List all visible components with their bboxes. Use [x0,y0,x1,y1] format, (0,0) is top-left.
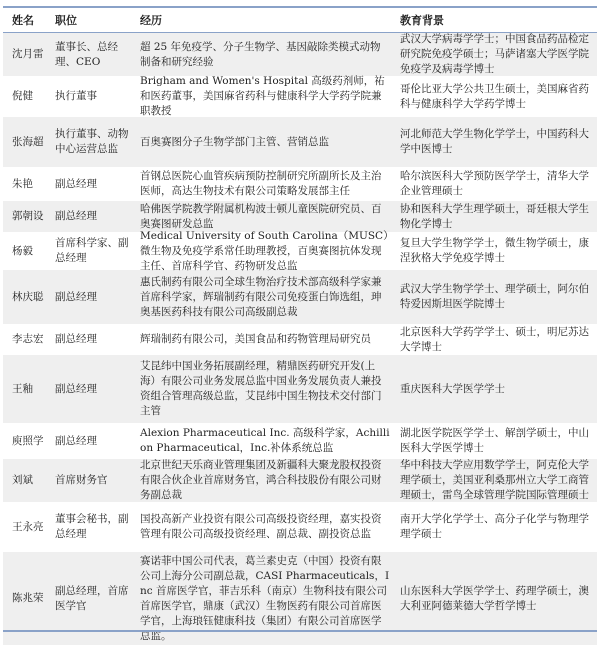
cell-title: 副总经理 [55,434,97,447]
cell-title: 董事会秘书，副总经理 [55,513,129,540]
cell-experience: 超 25 年免疫学、分子生物学、基因敲除类模式动物制备和研究经验 [140,40,381,68]
cell-title: 首席科学家、副总经理 [55,237,129,264]
cell-name: 杨毅 [12,244,33,257]
cell-experience: 国投高新产业投资有限公司高级投资经理，嘉实投资管理有限公司高级投资经理、副总裁、副投资总监 [140,513,382,540]
table-row [3,33,597,77]
cell-education: 复旦大学生物学学士，微生物学硕士，康涅狄格大学免疫学博士 [400,237,589,264]
table-row [3,424,597,459]
cell-experience: 百奥赛图分子生物学部门主管、营销总监 [140,135,329,148]
table-row [3,503,597,552]
cell-education: 山东医科大学医学学士、药理学硕士，澳大利亚阿德莱德大学哲学博士 [400,584,589,612]
cell-education: 协和医科大学生理学硕士，哥廷根大学生物化学博士 [400,202,589,230]
cell-name: 倪健 [12,90,33,102]
cell-experience: 赛诺菲中国公司代表，葛兰素史克（中国）投资有限公司上海分公司副总裁，CASI Pharmaceuticals，Inc 首席医学官，菲吉乐科（南京）生物科技有限公司首席医学官，鼎康（武汉）生物医药有限公司首席医学官，上海琅钰健康科技（集团）有限公司首席医学总监。 [140,554,390,642]
cell-name: 李志宏 [12,333,44,345]
cell-education: 重庆医科大学医学学士 [400,382,505,395]
header-name: 姓名 [12,14,34,27]
cell-title: 执行董事 [55,90,97,102]
cell-experience: 辉瑞制药有限公司，美国食品和药物管理局研究员 [140,333,371,345]
cell-name: 庾照学 [12,434,44,447]
cell-title: 副总经理 [55,382,97,395]
cell-title: 副总经理 [55,290,97,303]
cell-experience: 哈佛医学院教学附属机构波士顿儿童医院研究员、百奥赛图研发总监 [140,202,382,230]
cell-title: 副总经理，首席医学官 [55,584,129,612]
cell-experience: 首钢总医院心血管疾病预防控制研究所副所长及主治医师，高达生物技术有限公司策略发展部主任 [140,170,382,197]
cell-experience: Brigham and Women's Hospital 高级药剂师，祐和医药董事，美国麻省药科与健康科学大学药学院兼职教授 [140,75,385,117]
cell-name: 朱艳 [12,177,33,190]
cell-education: 湖北医学院医学学士、解剖学硕士，中山医科大学医学博士 [400,427,589,454]
cell-name: 刘斌 [12,474,33,486]
executive-table [3,6,597,646]
cell-name: 沈月雷 [12,48,44,60]
cell-experience: 北京世纪天乐商业管理集团及新疆科大聚龙股权投资有限合伙企业首席财务官，鸿合科技股份有限公司财务副总裁 [140,459,382,501]
cell-education: 南开大学化学学士、高分子化学与物理学理学硕士 [400,513,589,540]
table-row [3,270,597,325]
cell-title: 执行董事、动物中心运营总监 [55,128,129,155]
cell-title: 副总经理 [55,333,97,345]
cell-experience: Medical University of South Carolina（MUSC）微生物及免疫学系常任助理教授，百奥赛图抗体发现主任、首席科学官、药物研发总监 [140,229,389,272]
cell-name: 郭朝设 [12,210,44,222]
cell-experience: 惠氏制药有限公司全球生物治疗技术部高级科学家兼首席科学家，辉瑞制药有限公司免疫蛋白饰选组，珅奥基医药科技有限公司高级副总裁 [140,275,382,318]
table-row [3,77,597,117]
table-row [3,355,597,424]
header-experience: 经历 [140,14,162,27]
table-row [3,168,597,201]
table-bottom-rule [3,630,597,632]
table-row [3,325,597,355]
table-row [3,229,597,272]
cell-education: 河北师范大学生物化学学士，中国药科大学中医博士 [400,128,589,155]
table-header [3,6,597,33]
cell-name: 王釉 [12,382,33,395]
cell-name: 王永亮 [12,520,44,533]
cell-experience: Alexion Pharmaceutical Inc. 高级科学家，Achillion Pharmaceutical，Inc.补体系统总监 [140,427,390,454]
table-row [3,117,597,168]
cell-name: 陈兆荣 [12,592,44,604]
cell-education: 华中科技大学应用数学学士，阿克伦大学理学硕士，美国亚利桑那州立大学工商管理硕士，雷鸟全球管理学院国际管理硕士 [400,459,589,501]
cell-title: 董事长、总经理、CEO [55,40,118,68]
cell-title: 副总经理 [55,177,97,190]
cell-name: 林庆聪 [12,290,44,303]
cell-experience: 艾昆纬中国业务拓展副经理，精鼎医药研究开发(上海）有限公司业务发展总监中国业务发展负责人兼投资组合管理高级总监，艾昆纬中国生物技术交付部门主管 [140,360,382,417]
cell-education: 北京医科大学药学学士、硕士，明尼苏达大学博士 [400,325,589,353]
header-title: 职位 [55,14,77,27]
cell-title: 首席财务官 [55,474,108,486]
cell-education: 哥伦比亚大学公共卫生硕士，美国麻省药科与健康科学大学药学博士 [400,82,589,110]
cell-education: 武汉大学病毒学学士；中国食品药品检定研究院免疫学硕士；马萨诸塞大学医学院免疫学及病毒学博士 [400,33,589,75]
table-row [3,459,597,503]
cell-name: 张海超 [12,135,44,148]
cell-title: 副总经理 [55,210,97,222]
header-education: 教育背景 [400,14,444,27]
cell-education: 武汉大学生物学学士、理学硕士，阿尔伯特爱因斯坦医学院博士 [400,283,589,310]
cell-education: 哈尔滨医科大学预防医学学士，清华大学企业管理硕士 [400,170,589,197]
